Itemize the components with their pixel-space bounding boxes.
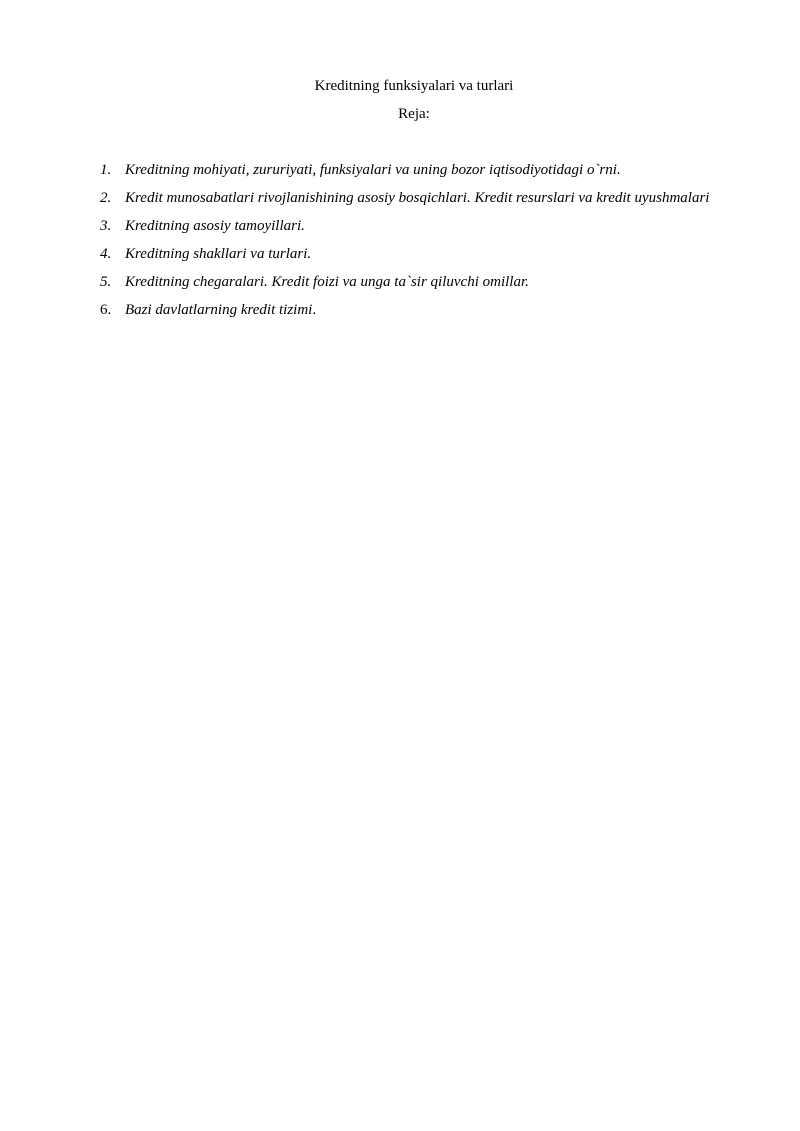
plan-item-text: Kreditning shakllari va turlari. (125, 246, 312, 262)
plan-item-text-main: Bazi davlatlarning kredit tizimi (125, 302, 313, 318)
plan-item-text-tail: . (312, 302, 317, 318)
plan-list (100, 160, 790, 328)
plan-item-number: 4. (100, 246, 112, 262)
plan-item (100, 300, 790, 328)
plan-item (100, 160, 790, 188)
plan-item-number: 2. (100, 190, 112, 206)
plan-item-text: Kreditning asosiy tamoyillari. (125, 218, 305, 234)
plan-item-number: 5. (100, 274, 112, 290)
document-title: Kreditning funksiyalari va turlari (314, 78, 514, 94)
plan-item-text: Kreditning chegaralari. Kredit foizi va unga ta`sir qiluvchi omillar. (125, 274, 529, 290)
plan-item-text (125, 300, 316, 320)
plan-item (100, 188, 790, 216)
plan-item (100, 272, 790, 300)
plan-item (100, 216, 790, 244)
plan-item-number: 1. (100, 162, 112, 178)
plan-item-text: Kreditning mohiyati, zururiyati, funksiyalari va uning bozor iqtisodiyotidagi o`rni. (125, 162, 621, 178)
plan-item-text: Kredit munosabatlari rivojlanishining asosiy bosqichlari. Kredit resurslari va kredit uyushmalari (125, 190, 710, 206)
plan-item-number: 6. (100, 302, 112, 318)
plan-item-number: 3. (100, 218, 112, 234)
plan-item (100, 244, 790, 272)
plan-heading: Reja: (398, 106, 430, 122)
